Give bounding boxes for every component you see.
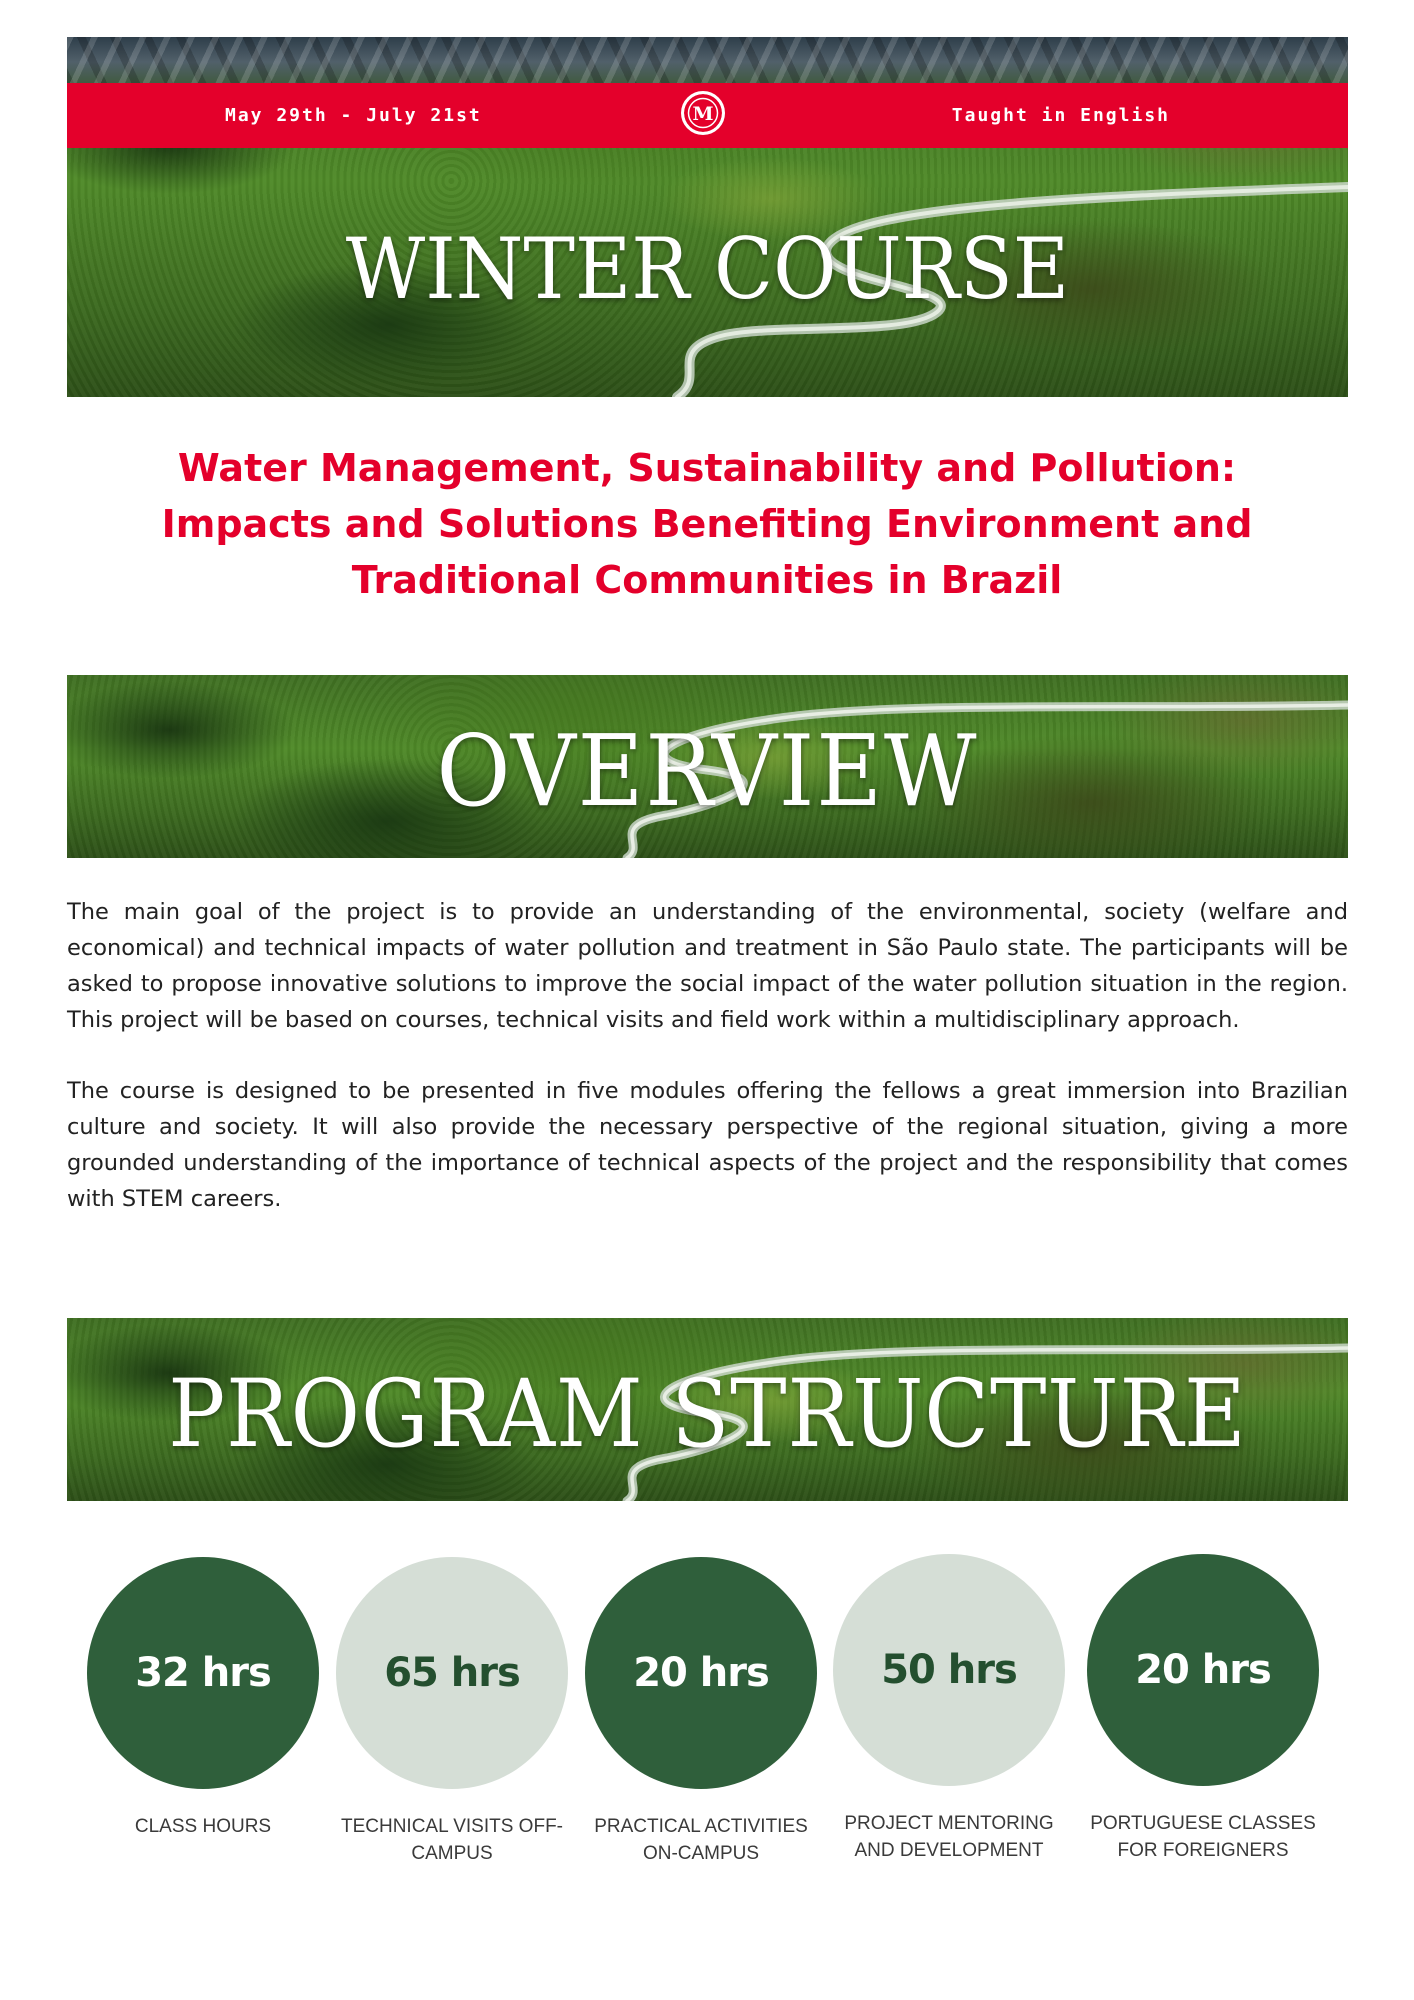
program-structure-heading: PROGRAM STRUCTURE [168, 1360, 1247, 1469]
stat-project-mentoring [829, 1554, 1069, 1864]
stat-label: PROJECT MENTORING AND DEVELOPMENT [844, 1813, 1054, 1861]
stat-label: TECHNICAL VISITS OFF-CAMPUS [340, 1816, 564, 1864]
stat-label: CLASS HOURS [134, 1816, 272, 1837]
course-dates: May 29th - July 21st [225, 105, 482, 126]
winter-course-title: WINTER COURSE [345, 220, 1070, 318]
course-language: Taught in English [951, 105, 1170, 126]
stat-label: PRACTICAL ACTIVITIES ON-CAMPUS [594, 1816, 808, 1864]
stat-portuguese-classes [1083, 1554, 1323, 1864]
overview-paragraph: The main goal of the project is to provide an understanding of the environmental, society (welfare and economical) and technical impacts of water pollution and treatment in São Paulo state. The participants will be asked to propose innovative solutions to improve the social impact of the water pollution situation in the region. This project will be based on courses, technical visits and field work within a multidisciplinary approach. [67, 899, 1348, 1033]
stat-technical-visits [332, 1557, 572, 1867]
stat-practical-activities [581, 1557, 821, 1867]
hours-circle: 20 hrs [585, 1557, 817, 1789]
hours-circle: 65 hrs [336, 1557, 568, 1789]
stat-label: PORTUGUESE CLASSES FOR FOREIGNERS [1090, 1813, 1316, 1861]
overview-paragraph: The course is designed to be presented in five modules offering the fellows a great immersion into Brazilian culture and society. It will also provide the necessary perspective of the regional situation, giving a more grounded understanding of the importance of technical aspects of the project and the responsibility that comes with STEM careers. [67, 1078, 1348, 1212]
overview-heading: OVERVIEW [436, 715, 979, 829]
stat-class-hours [83, 1557, 323, 1840]
hours-circle: 50 hrs [833, 1554, 1065, 1786]
hours-circle: 32 hrs [87, 1557, 319, 1789]
logo-letter: M [692, 103, 714, 125]
overview-banner [67, 675, 1348, 858]
hours-circle: 20 hrs [1087, 1554, 1319, 1786]
header-banner [67, 37, 1348, 397]
course-title: Water Management, Sustainability and Pollution: Impacts and Solutions Benefiting Environment and Traditional Communities in Brazil [161, 446, 1253, 602]
program-structure-banner [67, 1318, 1348, 1501]
header-info-bar [67, 83, 1348, 148]
university-logo [681, 91, 725, 135]
